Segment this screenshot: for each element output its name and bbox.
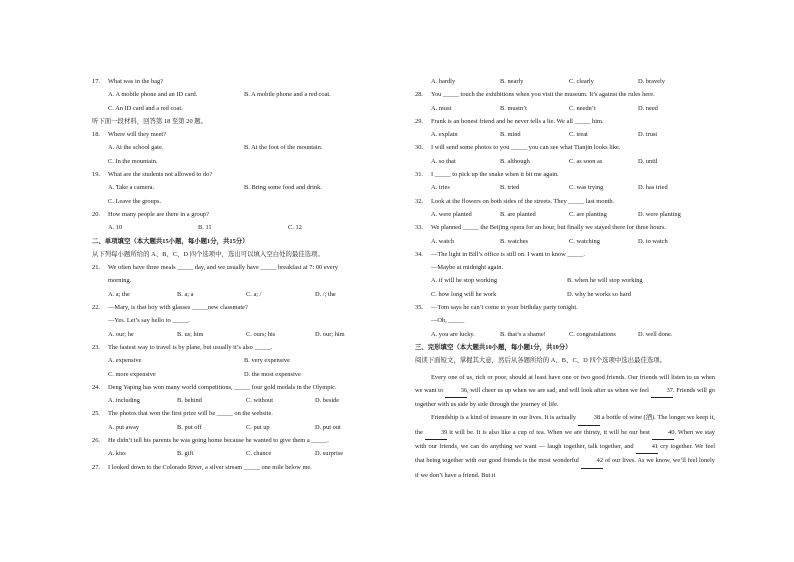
question-27-options [415, 78, 715, 86]
blank-38[interactable]: 38 [578, 411, 600, 425]
option-d[interactable]: D. trust [638, 131, 658, 139]
question-25-options [92, 424, 392, 432]
question-20-options [92, 224, 392, 232]
option-b[interactable]: B. put off [177, 423, 202, 431]
option-b[interactable]: B. watches [500, 237, 529, 245]
question-33: 33. We planned _____ the Beijing opera for an hour, but finally we stayed there for three hours. [415, 224, 666, 232]
option-d[interactable]: D. were planting [638, 210, 681, 218]
cloze-paragraph-2: Friendship is a kind of treasure in our lives. It is actually 38 a bottle of wine (酒). The longer we keep it, the 39 it will be. It is also like a cup of tea. When we are thirsty, it will be our best 40. When we stay with our friends, we can do anything we want — laugh together, talk together, and 41 cry together. We feel that being together with our good friends is the most wonderful 42 of our lives. As we know, we’ll feel lonely if we don’t have a friend. But it [415, 411, 715, 481]
option-c[interactable]: C. congratulations [569, 330, 616, 338]
option-a[interactable]: A. a; the [108, 290, 130, 298]
option-c[interactable]: C. clearly [569, 78, 594, 85]
question-21: 21. We often have three meals _____ day, and we usually have _____ breakfast at 7: 00 every [92, 264, 338, 272]
question-21-continued: morning. [108, 277, 132, 285]
option-c[interactable]: C. In the mountain. [108, 157, 158, 165]
option-d[interactable]: D. to watch [638, 237, 668, 245]
question-30: 30. I will send some photos to you _____ you can see what Tianjin looks like. [415, 144, 621, 152]
option-d[interactable]: D. put out [315, 423, 341, 431]
option-c[interactable]: C. was trying [569, 184, 604, 192]
option-a[interactable]: A. tries [431, 184, 450, 192]
cloze-paragraph-1: Every one of us, rich or poor, should at least have one or two good friends. Our friends will listen to us when we want to 36, will cheer us up when we are sad, and will look after us when we feel 37. Friends will go together with us side by side through the journey of life. [415, 373, 715, 409]
option-d[interactable]: D. has tried [638, 184, 668, 192]
option-d[interactable]: D. why he works so hard [567, 290, 631, 298]
question-18-options [92, 144, 392, 152]
option-c[interactable]: C. put up [246, 423, 270, 431]
option-b[interactable]: B. mind [500, 131, 521, 139]
question-32-options [415, 211, 715, 219]
option-c[interactable]: C. a; / [246, 290, 262, 298]
option-d[interactable]: D. need [638, 104, 658, 112]
question-27: 27. I looked down to the Colorado River, a silver stream _____ one mile below me. [92, 463, 312, 471]
question-21-options [92, 291, 392, 299]
question-25: 25. The photos that won the first prize will be _____ on the website. [92, 410, 273, 418]
option-c[interactable]: C. how long will he work [431, 290, 497, 298]
question-29: 29. Frank is an honest friend and he never tells a lie. We all _____ him. [415, 117, 604, 125]
question-31-options [415, 184, 715, 192]
option-b[interactable]: B. mustn’t [500, 104, 527, 112]
question-23-options-cd [92, 371, 392, 379]
option-c[interactable]: C. needn’t [569, 104, 596, 112]
option-b[interactable]: B. us; him [177, 330, 204, 338]
blank-36[interactable]: 36 [445, 384, 467, 398]
question-19: 19. What are the students not allowed to do? [92, 171, 213, 179]
section-heading-cloze: 三、完形填空（本大题共10小题，每小题1分，共10分） [415, 343, 572, 351]
option-c[interactable]: C. chance [246, 450, 272, 458]
question-24-options [92, 397, 392, 405]
question-34-options-ab [415, 277, 715, 285]
section-instructions: 从下列每小题所给的 A、B、C、D 四个选项中，选出可以填入空白处的最佳选项。 [92, 250, 324, 258]
option-a[interactable]: A. explain [431, 131, 458, 139]
question-22-options [92, 331, 392, 339]
option-a[interactable]: A. Take a camera. [108, 184, 155, 192]
option-a[interactable]: A. 10 [108, 224, 123, 232]
option-d[interactable]: D. /; the [315, 290, 336, 298]
option-a[interactable]: A. expensive [108, 357, 142, 365]
option-b[interactable]: B. a; a [177, 290, 194, 298]
question-22: 22. —Mary, is that boy with glasses _____new classmate? [92, 304, 248, 312]
option-c[interactable]: C. are planting [569, 210, 607, 218]
option-b[interactable]: B. although [500, 157, 530, 165]
question-28: 28. You _____ touch the exhibitions when you visit the museum. It’s against the rules here. [415, 91, 655, 99]
option-d[interactable]: D. beside [315, 397, 340, 405]
blank-42[interactable]: 42 [581, 454, 603, 468]
option-c[interactable]: C. treat [569, 131, 588, 139]
question-22-continued: —Yes. Let’s say hello to _____. [108, 317, 190, 325]
section-instructions: 阅读下面短文，掌握其大意，然后从各题所给的 A、B、C、D 四个选项中选出最佳选项。 [415, 357, 667, 365]
option-a[interactable]: A. so that [431, 157, 456, 165]
option-c[interactable]: C. watching [569, 237, 600, 245]
question-17: 17. What was in the bag? [92, 78, 164, 85]
option-d[interactable]: D. our; him [315, 330, 345, 338]
question-19-options [92, 184, 392, 192]
question-34-options-cd [415, 291, 715, 299]
option-a[interactable]: A. were planted [431, 210, 472, 218]
right-column [415, 78, 715, 482]
option-b[interactable]: B. gift [177, 450, 194, 458]
listening-intro-18-20: 听下面一段材料，回答第 18 至第 20 题。 [92, 117, 208, 125]
question-26: 26. He didn’t tell his parents he was going home because he wanted to give them a _____. [92, 437, 329, 445]
option-a[interactable]: A. hardly [431, 78, 456, 85]
question-32: 32. Look at the flowers on both sides of the streets. They _____ last month. [415, 197, 615, 205]
option-d[interactable]: D. until [638, 157, 658, 165]
option-b[interactable]: B. that’s a shame! [500, 330, 546, 338]
option-c[interactable]: C. without [246, 397, 273, 405]
option-b[interactable]: B. very expensive [244, 357, 290, 365]
question-35-options [415, 331, 715, 339]
option-a[interactable]: A. including [108, 397, 140, 405]
option-c[interactable]: C. 12 [288, 224, 302, 232]
option-b[interactable]: B. 11 [198, 224, 212, 232]
option-d[interactable]: D. well done. [638, 330, 673, 338]
question-28-options [415, 105, 715, 113]
option-d[interactable]: D. the most expensive [244, 370, 301, 378]
option-a[interactable]: A. must [431, 104, 452, 112]
option-b[interactable]: B. A mobile phone and a red coat. [244, 91, 331, 99]
option-d[interactable]: D. bravely [638, 78, 665, 85]
option-a[interactable]: A. our; he [108, 330, 134, 338]
question-31: 31. I _____ to pick up the snake when it bit me again. [415, 171, 559, 179]
question-26-options [92, 450, 392, 458]
option-b[interactable]: B. when he will stop working [567, 277, 643, 285]
option-b[interactable]: B. nearly [500, 78, 524, 85]
question-23: 23. The fastest way to travel is by plane, but usually it’s also _____. [92, 343, 272, 351]
question-20: 20. How many people are there in a group? [92, 210, 209, 218]
question-34-continued: —Maybe at midnight again. [431, 264, 504, 272]
question-33-options [415, 238, 715, 246]
section-heading-single-choice: 二、单项填空（本大题共15小题，每小题1分，共15分） [92, 237, 249, 245]
option-d[interactable]: D. surprise [315, 450, 344, 458]
option-b[interactable]: B. tried [500, 184, 520, 192]
option-a[interactable]: A. At the school gate. [108, 144, 164, 152]
question-29-options [415, 131, 715, 139]
blank-41[interactable]: 41 [636, 440, 658, 454]
question-24: 24. Deng Yaping has won many world competitions, _____ four gold medals in the Olympic. [92, 383, 337, 391]
blank-37[interactable]: 37 [651, 384, 673, 398]
option-a[interactable]: A. you are lucky. [431, 330, 475, 338]
option-c[interactable]: C. Leave the groups. [108, 197, 162, 205]
option-c[interactable]: C. An ID card and a red coat. [108, 104, 183, 112]
question-34: 34. —The light in Bill’s office is still on. I want to know _____. [415, 250, 585, 258]
option-c[interactable]: C. as soon as [569, 157, 603, 165]
blank-39[interactable]: 39 [425, 426, 447, 440]
option-a[interactable]: A. A mobile phone and an ID card. [108, 91, 198, 99]
blank-40[interactable]: 40 [652, 426, 674, 440]
option-b[interactable]: B. Bring some food and drink. [244, 184, 322, 192]
option-c[interactable]: C. more expensive [108, 370, 156, 378]
option-a[interactable]: A. if will he stop working [431, 277, 498, 285]
left-column [92, 78, 392, 477]
option-b[interactable]: B. are planted [500, 210, 536, 218]
question-35: 35. —Tom says he can’t come to your birthday party tonight. [415, 304, 578, 312]
question-18: 18. Where will they meet? [92, 131, 167, 139]
option-b[interactable]: B. At the foot of the mountain. [244, 144, 323, 152]
question-30-options [415, 158, 715, 166]
question-23-options-ab [92, 357, 392, 365]
question-35-continued: —Oh, _____ [431, 317, 465, 325]
option-c[interactable]: C. ours; his [246, 330, 276, 338]
option-a[interactable]: A. watch [431, 237, 455, 245]
option-a[interactable]: A. put away [108, 423, 140, 431]
option-b[interactable]: B. behind [177, 397, 202, 405]
option-a[interactable]: A. kiss [108, 450, 126, 458]
question-17-options [92, 91, 392, 99]
